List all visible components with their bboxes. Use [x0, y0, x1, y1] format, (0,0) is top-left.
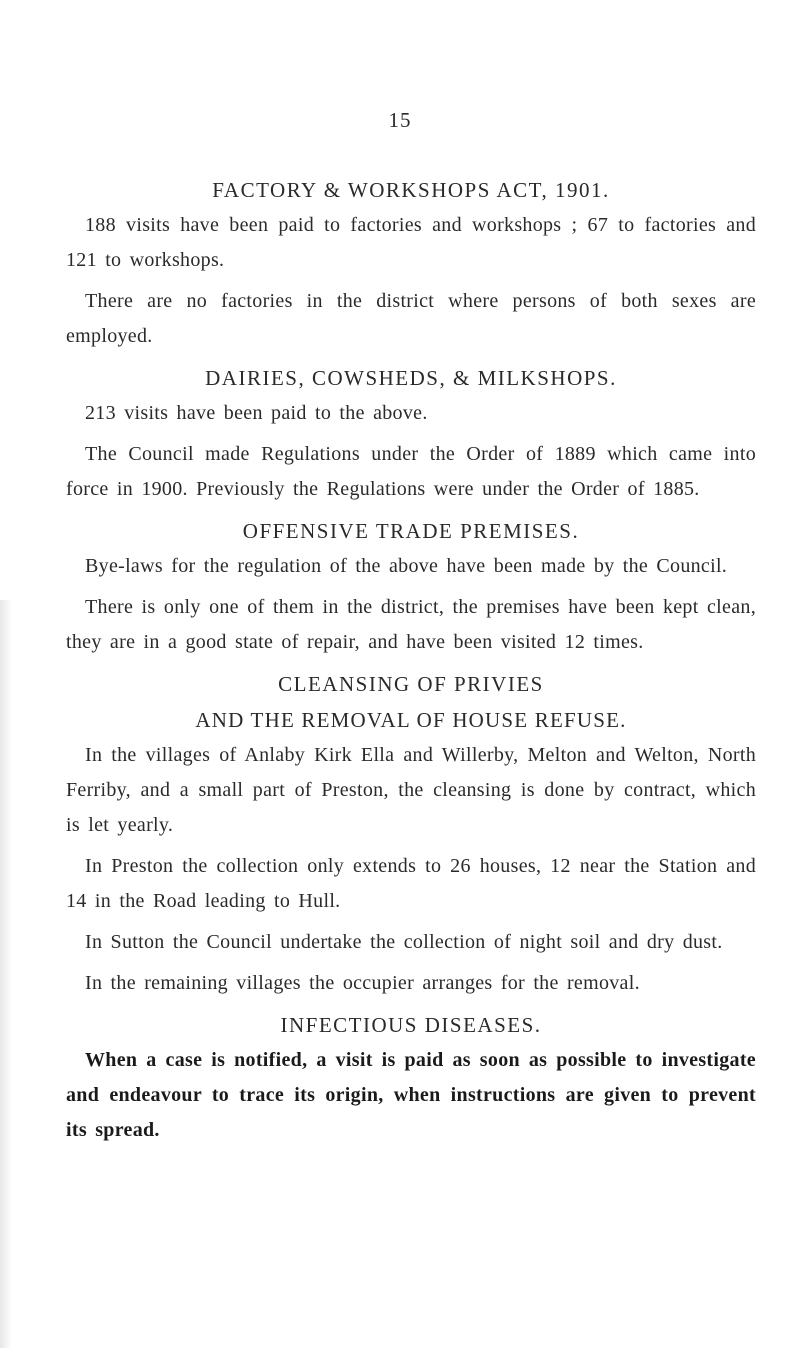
- paragraph: 213 visits have been paid to the above.: [85, 402, 428, 424]
- page-edge-shadow: [0, 600, 12, 1348]
- paragraph: In Preston the collection only extends to 26 houses, 12 near the Station and 14 in the Road leading to Hull.: [66, 855, 756, 912]
- paragraph: When a case is notified, a visit is paid as soon as possible to investigate and endeavour to trace its origin, when instructions are given to prevent its spread.: [66, 1049, 756, 1141]
- section-heading-dairies: DAIRIES, COWSHEDS, & MILKSHOPS.: [205, 366, 617, 390]
- paragraph: In Sutton the Council undertake the collection of night soil and dry dust.: [85, 931, 723, 953]
- paragraph: In the villages of Anlaby Kirk Ella and Willerby, Melton and Welton, North Ferriby, and a small part of Preston, the cleansing is done by contract, which is let yearly.: [66, 744, 756, 836]
- paragraph: There is only one of them in the district, the premises have been kept clean, they are in a good state of repair, and have been visited 12 times.: [66, 596, 756, 653]
- section-heading-factory-workshops: FACTORY & WORKSHOPS ACT, 1901.: [212, 178, 610, 202]
- paragraph: Bye-laws for the regulation of the above have been made by the Council.: [85, 555, 728, 577]
- page-number: 15: [388, 108, 412, 132]
- section-heading-infectious-diseases: INFECTIOUS DISEASES.: [280, 1013, 542, 1037]
- section-heading-cleansing-privies: CLEANSING OF PRIVIES: [278, 672, 544, 696]
- paragraph: 188 visits have been paid to factories and workshops ; 67 to factories and 121 to workshops.: [66, 214, 756, 271]
- paragraph: The Council made Regulations under the Order of 1889 which came into force in 1900. Previously the Regulations were under the Order of 1885.: [66, 443, 756, 500]
- section-heading-removal-refuse: AND THE REMOVAL OF HOUSE REFUSE.: [195, 708, 627, 732]
- page-body: [66, 172, 756, 1154]
- section-heading-offensive-trade: OFFENSIVE TRADE PREMISES.: [242, 519, 580, 543]
- paragraph: There are no factories in the district where persons of both sexes are employed.: [66, 290, 756, 347]
- paragraph: In the remaining villages the occupier arranges for the removal.: [85, 972, 640, 994]
